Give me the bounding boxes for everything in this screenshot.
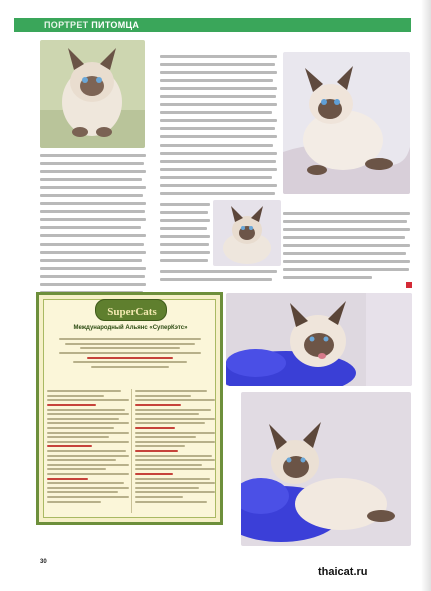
section-header [14, 18, 411, 32]
section-label-portrait: ПОРТРЕТ [44, 20, 89, 30]
photo-cat-sitting [40, 40, 145, 148]
photo-cat-lying-boa [241, 392, 411, 546]
photo-cat-lying [283, 52, 410, 194]
ad-left-column [47, 389, 129, 504]
section-label-pet: ПИТОМЦА [91, 20, 140, 30]
article-text-column-2-narrow [160, 200, 210, 265]
photo-cat-small [213, 200, 281, 266]
watermark: thaicat.ru [318, 566, 368, 578]
ad-logo [95, 299, 167, 321]
ad-logo-text: SuperCats [107, 306, 157, 318]
ad-intro-lines [59, 337, 201, 369]
page-edge-shadow [421, 0, 431, 591]
advertisement-supercats [36, 292, 223, 525]
photo-cat-blue-boa [226, 293, 412, 386]
article-text-column-3 [283, 209, 410, 282]
ad-column-divider [131, 389, 132, 513]
ad-right-column [135, 389, 215, 504]
ad-title: Международный Альянс «СуперКэтс» [73, 325, 188, 331]
page-number: 30 [40, 559, 47, 565]
end-of-article-marker [406, 282, 412, 288]
article-text-column-2 [160, 52, 277, 198]
article-text-column-2-bottom [160, 267, 277, 283]
